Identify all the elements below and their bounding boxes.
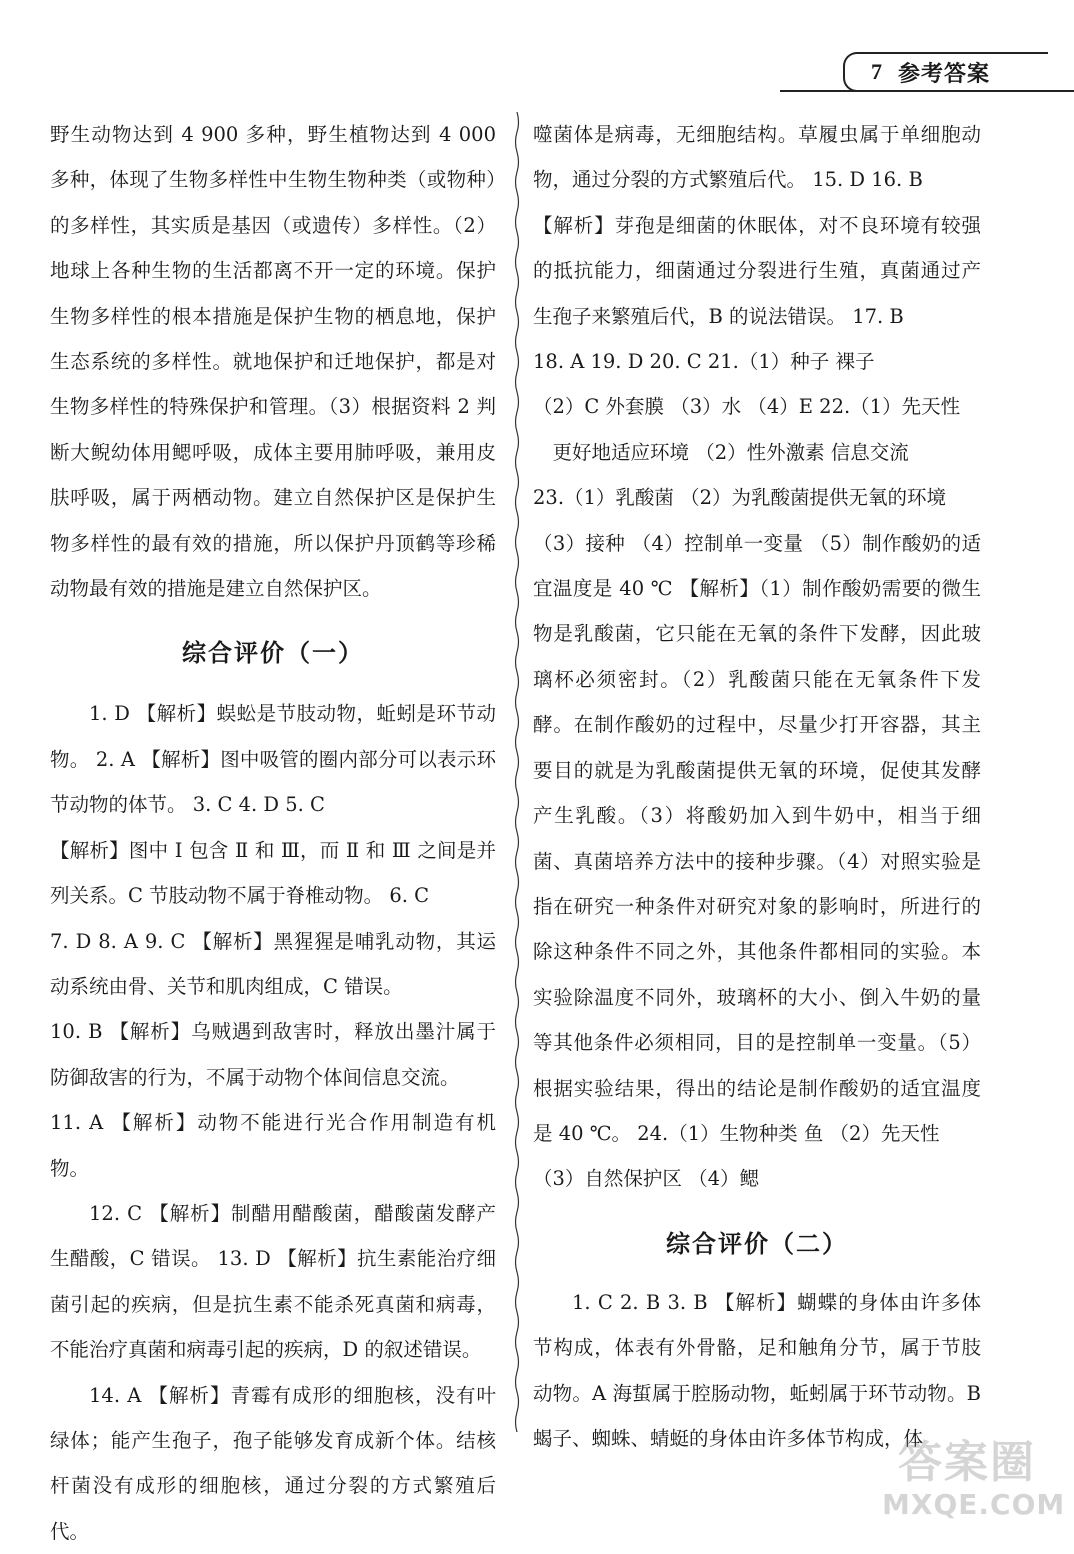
answer-q16-analysis: 【解析】芽孢是细菌的休眠体，对不良环境有较强的抵抗能力，细菌通过分裂进行生殖，真菌通过产生孢子来繁殖后代，B 的说法错误。 17. B bbox=[533, 213, 981, 328]
answer-q14: 14. A 【解析】青霉有成形的细胞核，没有叶绿体；能产生孢子，孢子能够发育成新个体。结核杆菌没有成形的细胞核，通过分裂的方式繁殖后代。 bbox=[50, 1383, 496, 1543]
page-number: 7 bbox=[871, 59, 882, 84]
watermark-logo bbox=[882, 1436, 1066, 1528]
answer-q5-analysis: 【解析】图中 Ⅰ 包含 Ⅱ 和 Ⅲ，而 Ⅱ 和 Ⅲ 之间是并列关系。C 节肢动物不属于脊椎动物。 6. C bbox=[50, 838, 496, 908]
answer-q21-22: （2）C 外套膜 （3）水 （4）E 22.（1）先天性 bbox=[533, 395, 961, 419]
answer-q12: 12. C 【解析】制醋用醋酸菌，醋酸菌发酵产生醋酸，C 错误。 13. D 【解析】抗生素能治疗细菌引起的疾病，但是抗生素不能杀死真菌和病毒，不能治疗真菌和病毒引起的疾病，D 的叙述错误。 bbox=[50, 1201, 496, 1362]
watermark-logo-text: 答案圈 bbox=[898, 1437, 1036, 1488]
answer-q22-continued: 更好地适应环境 （2）性外激素 信息交流 bbox=[552, 440, 909, 464]
answer-section2-q1-3: 1. C 2. B 3. B 【解析】蝴蝶的身体由许多体节构成，体表有外骨骼，足和触角分节，属于节肢动物。A 海蜇属于腔肠动物，蚯蚓属于环节动物。B 蝎子、蜘蛛、蜻蜓的身体由许多体节构成，体 bbox=[533, 1290, 988, 1450]
answer-q1: 1. D 【解析】蜈蚣是节肢动物，蚯蚓是环节动物。 2. A 【解析】图中吸管的圈内部分可以表示环节动物的体节。 3. C 4. D 5. C bbox=[50, 702, 496, 817]
right-column bbox=[533, 112, 988, 1461]
section-title-2: 综合评价（二） bbox=[666, 1229, 848, 1258]
header-rule bbox=[780, 90, 1074, 92]
answer-q7: 7. D 8. A 9. C 【解析】黑猩猩是哺乳动物，其运动系统由骨、关节和肌肉组成，C 错误。 bbox=[50, 929, 496, 998]
answer-q11: 11. A 【解析】动物不能进行光合作用制造有机物。 bbox=[50, 1111, 496, 1180]
answer-q18-21: 18. A 19. D 20. C 21.（1）种子 裸子 bbox=[533, 350, 875, 374]
page-header-title: 参考答案 bbox=[898, 61, 991, 87]
answer-q14-continued: 噬菌体是病毒，无细胞结构。草履虫属于单细胞动物，通过分裂的方式繁殖后代。 15. D 16. B bbox=[533, 123, 981, 192]
answer-q24-continued: （3）自然保护区 （4）鳃 bbox=[533, 1167, 760, 1191]
column-divider bbox=[514, 112, 520, 1432]
page-header bbox=[843, 52, 1048, 92]
answer-q23: 23.（1）乳酸菌 （2）为乳酸菌提供无氧的环境 bbox=[533, 486, 947, 510]
answer-q23-analysis: （3）接种 （4）控制单一变量 （5）制作酸奶的适宜温度是 40 ℃ 【解析】（1）制作酸奶需要的微生物是乳酸菌，它只能在无氧的条件下发酵，因此玻璃杯必须密封。（2）乳酸菌只能在无氧条件下发酵。在制作酸奶的过程中，尽量少打开容器，其主要目的就是为乳酸菌提供无氧的环境，促使其发酵产生乳酸。（3）将酸奶加入到牛奶中，相当于细菌、真菌培养方法中的接种步骤。（4）对照实验是指在研究一种条件对研究对象的影响时，所进行的除这种条件不同之外，其他条件都相同的实验。本实验除温度不同外，玻璃杯的大小、倒入牛奶的量等其他条件必须相同，目的是控制单一变量。（5）根据实验结果，得出的结论是制作酸奶的适宜温度是 40 ℃。 24.（1）生物种类 鱼 （2）先天性 bbox=[533, 531, 981, 1145]
left-column bbox=[50, 112, 503, 1554]
section-title-1: 综合评价（一） bbox=[182, 639, 364, 668]
paragraph-continued: 野生动物达到 4 900 多种，野生植物达到 4 000 多种，体现了生物多样性中生物生物种类（或物种）的多样性，其实质是基因（或遗传）多样性。（2）地球上各种生物的生活都离不开一定的环境。保护生物多样性的根本措施是保护生物的栖息地，保护生态系统的多样性。就地保护和迁地保护，都是对生物多样性的特殊保护和管理。（3）根据资料 2 判断大鲵幼体用鳃呼吸，成体主要用肺呼吸，兼用皮肤呼吸，属于两栖动物。建立自然保护区是保护生物多样性的最有效的措施，所以保护丹顶鹤等珍稀动物最有效的措施是建立自然保护区。 bbox=[50, 123, 503, 601]
watermark-url: MXQE.COM bbox=[882, 1488, 1066, 1521]
answer-q10: 10. B 【解析】乌贼遇到敌害时，释放出墨汁属于防御敌害的行为，不属于动物个体间信息交流。 bbox=[50, 1020, 496, 1089]
